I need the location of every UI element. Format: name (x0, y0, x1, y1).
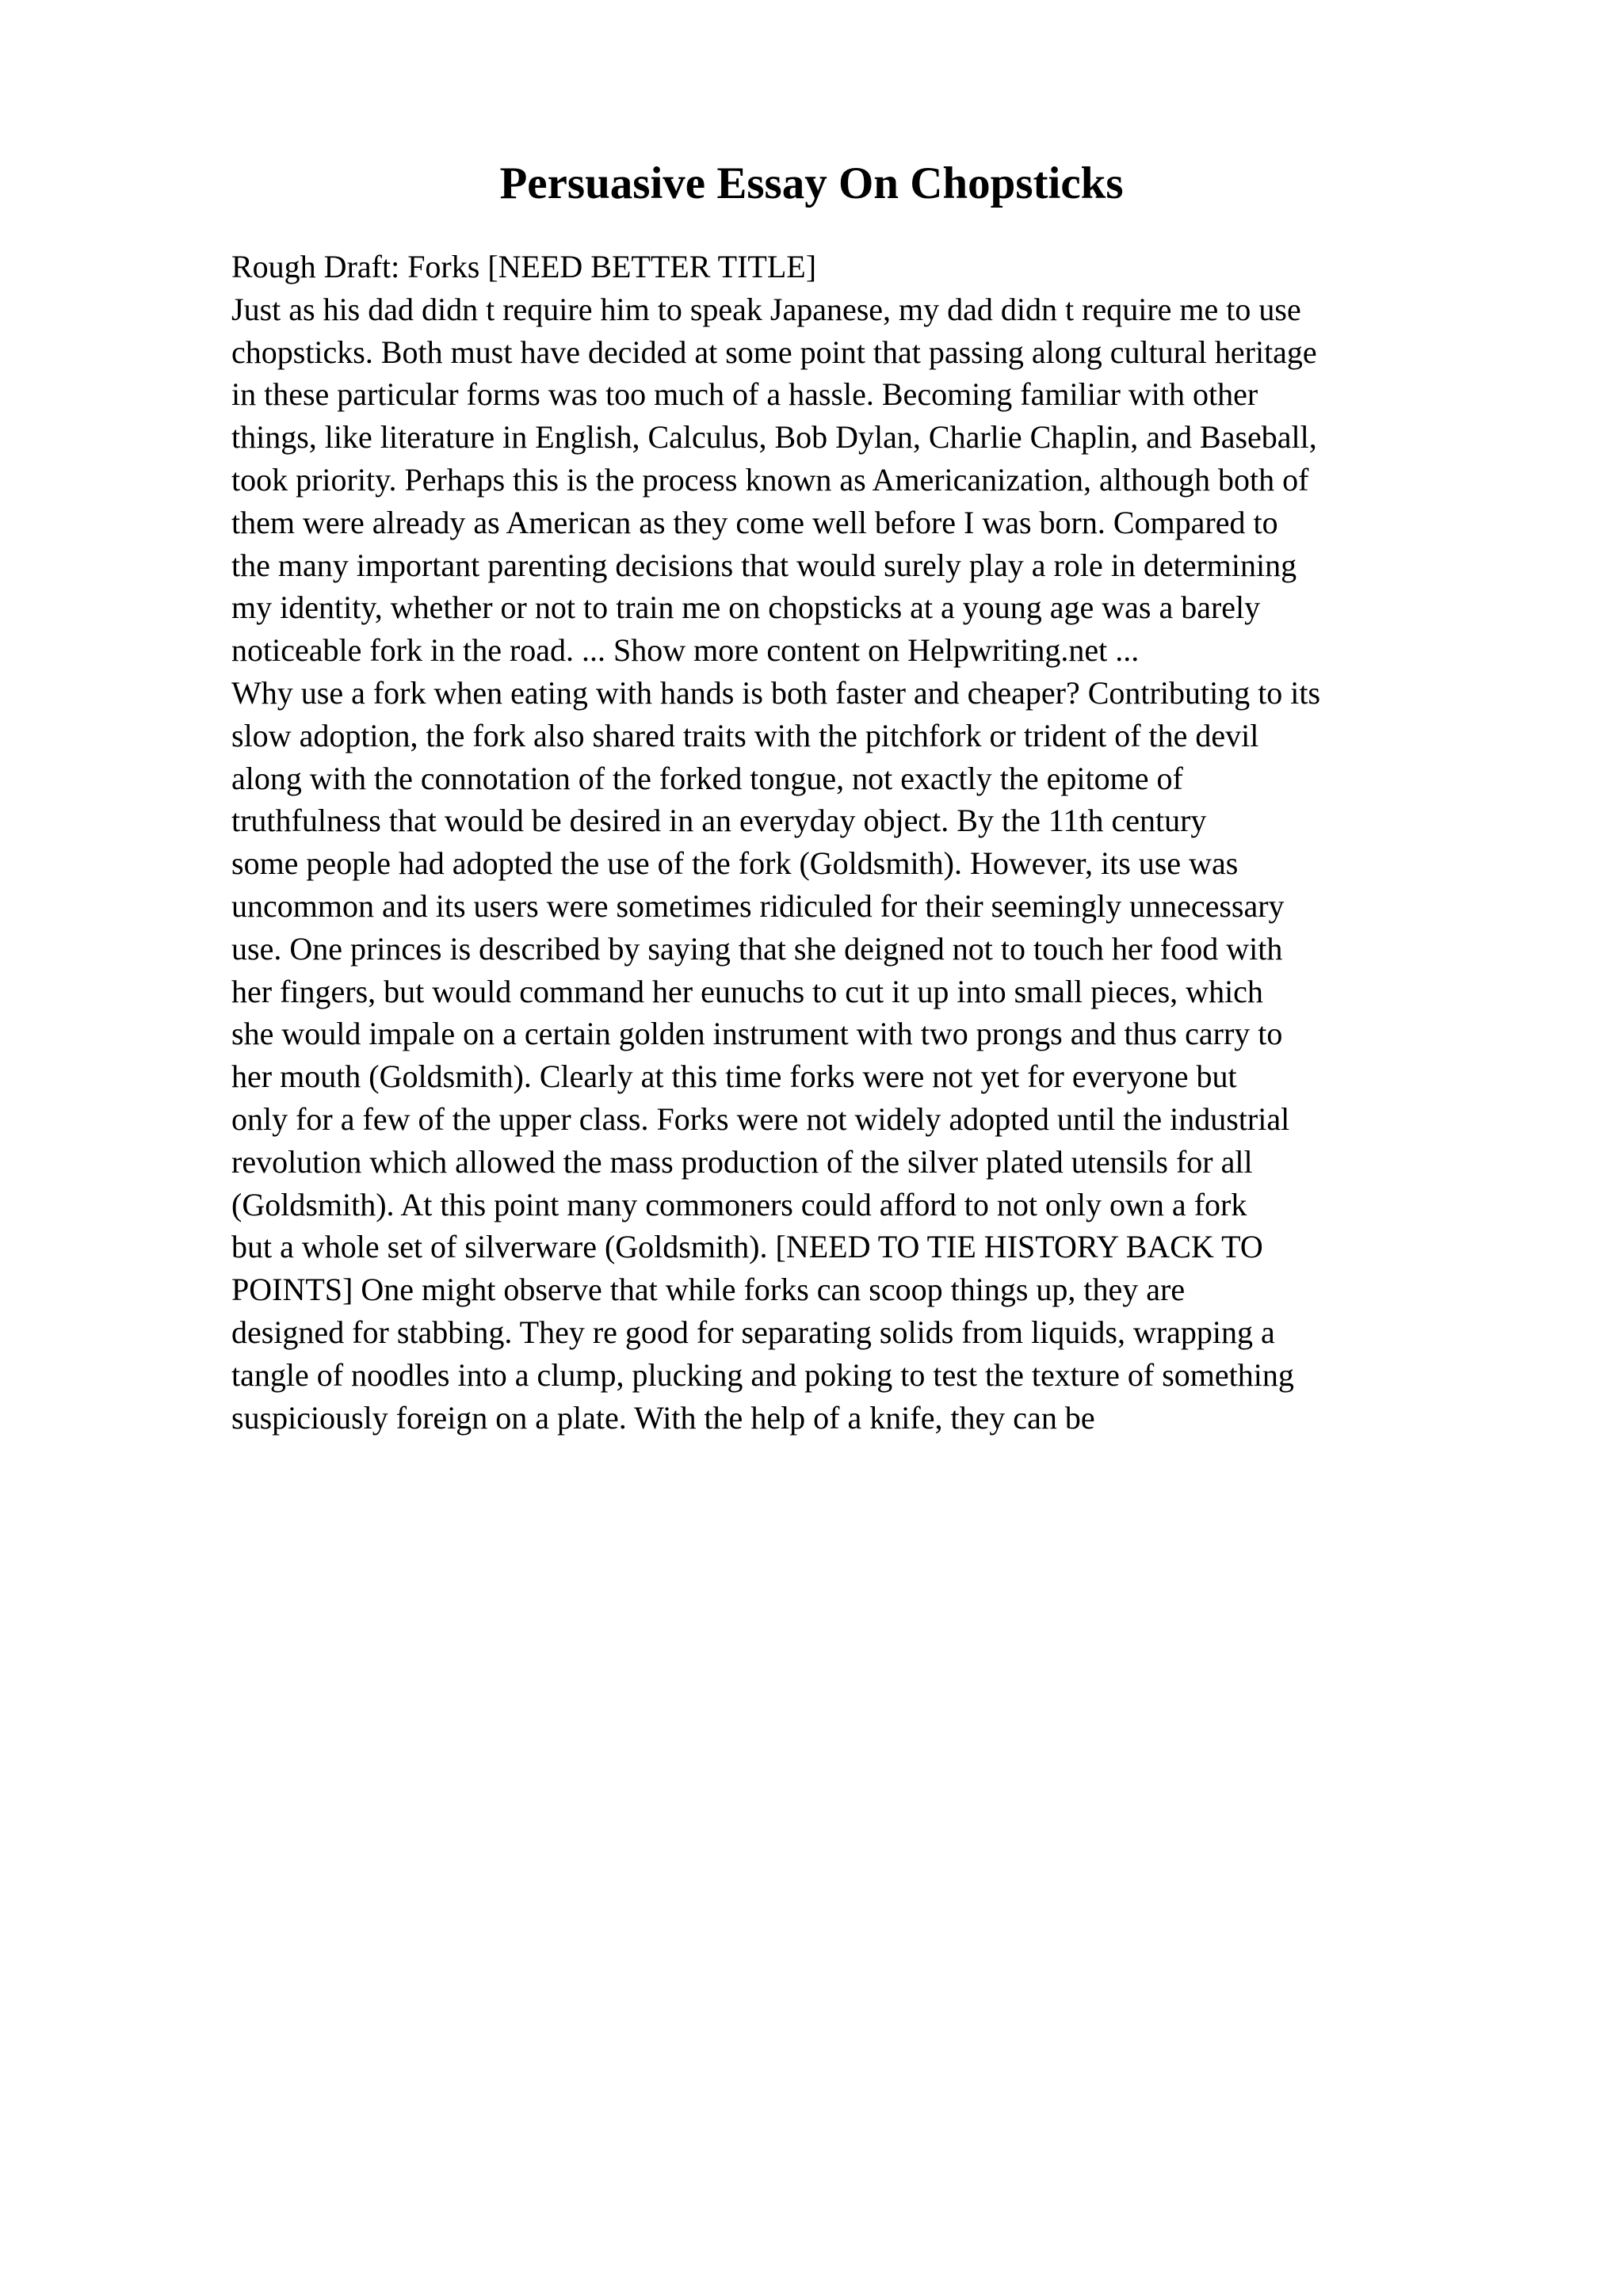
body-line: only for a few of the upper class. Forks were not widely adopted until the industrial (231, 1100, 1290, 1137)
body-line: in these particular forms was too much of a hassle. Becoming familiar with other (231, 376, 1258, 413)
body-line: (Goldsmith). At this point many commoners could afford to not only own a fork (231, 1186, 1247, 1222)
essay-body (231, 246, 1515, 1439)
body-line: the many important parenting decisions that would surely play a role in determining (231, 547, 1297, 583)
body-line: suspiciously foreign on a plate. With the help of a knife, they can be (231, 1399, 1095, 1436)
body-line: slow adoption, the fork also shared traits with the pitchfork or trident of the devil (231, 717, 1259, 753)
body-line: uncommon and its users were sometimes ridiculed for their seemingly unnecessary (231, 887, 1285, 924)
body-line: she would impale on a certain golden instrument with two prongs and thus carry to (231, 1016, 1283, 1052)
body-line: but a whole set of silverware (Goldsmith). [NEED TO TIE HISTORY BACK TO (231, 1229, 1263, 1265)
body-line: them were already as American as they come well before I was born. Compared to (231, 504, 1278, 540)
body-line: revolution which allowed the mass production of the silver plated utensils for all (231, 1143, 1253, 1180)
body-line: things, like literature in English, Calculus, Bob Dylan, Charlie Chaplin, and Baseball, (231, 419, 1317, 456)
body-line: took priority. Perhaps this is the process known as Americanization, although both of (231, 461, 1309, 498)
body-line: chopsticks. Both must have decided at some point that passing along cultural heritage (231, 334, 1317, 370)
body-line: Rough Draft: Forks [NEED BETTER TITLE] (231, 249, 817, 284)
body-line: POINTS] One might observe that while forks can scoop things up, they are (231, 1272, 1186, 1308)
body-line: Why use a fork when eating with hands is both faster and cheaper? Contributing to its (231, 674, 1321, 711)
body-line: noticeable fork in the road. ... Show more content on Helpwriting.net ... (231, 632, 1140, 669)
body-line: tangle of noodles into a clump, plucking and poking to test the texture of something (231, 1356, 1294, 1393)
body-line: truthfulness that would be desired in an everyday object. By the 11th century (231, 803, 1207, 839)
document-title: Persuasive Essay On Chopsticks (499, 158, 1124, 208)
body-line: my identity, whether or not to train me on chopsticks at a young age was a barely (231, 589, 1261, 626)
body-line: along with the connotation of the forked tongue, not exactly the epitome of (231, 760, 1183, 796)
body-line: use. One princes is described by saying that she deigned not to touch her food with (231, 930, 1283, 967)
body-line: her mouth (Goldsmith). Clearly at this time forks were not yet for everyone but (231, 1058, 1237, 1095)
body-line: Just as his dad didn t require him to speak Japanese, my dad didn t require me to use (231, 291, 1301, 327)
body-line: some people had adopted the use of the fork (Goldsmith). However, its use was (231, 845, 1239, 882)
body-line: designed for stabbing. They re good for separating solids from liquids, wrapping a (231, 1314, 1275, 1350)
body-line: her fingers, but would command her eunuchs to cut it up into small pieces, which (231, 973, 1263, 1009)
